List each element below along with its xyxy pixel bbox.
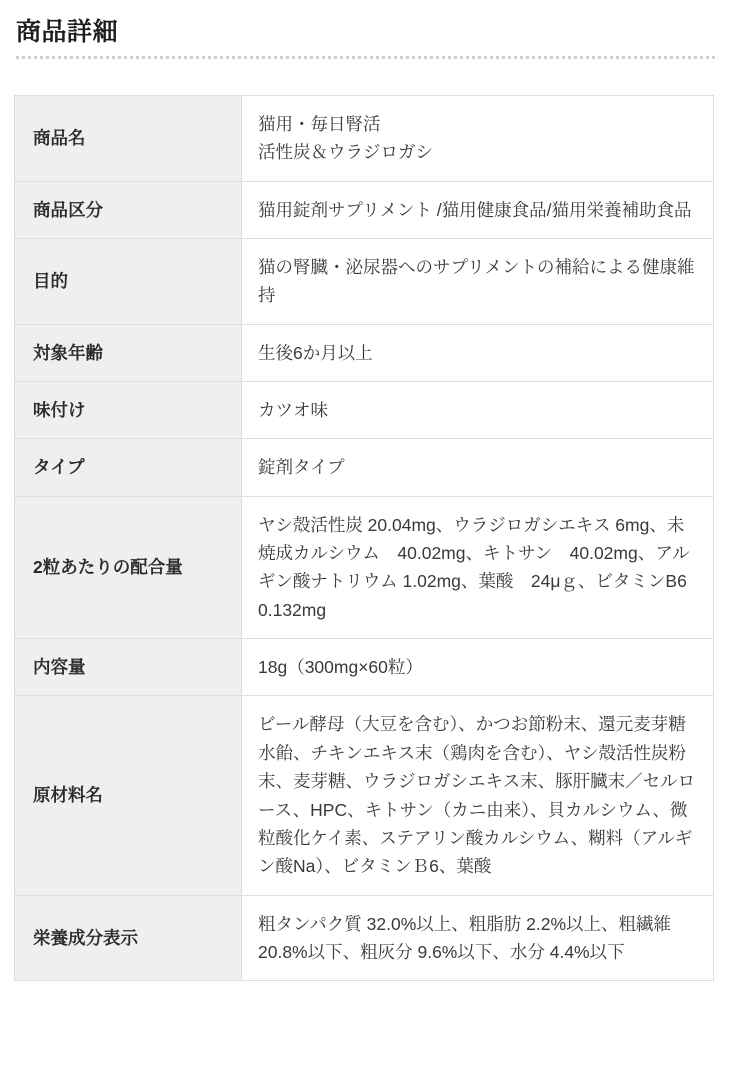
row-label: 商品区分 (15, 181, 242, 238)
table-row (15, 324, 714, 381)
row-value: 猫の腎臓・泌尿器へのサプリメントの補給による健康維持 (242, 239, 714, 325)
row-label: 味付け (15, 382, 242, 439)
row-value: ビール酵母（大豆を含む）、かつお節粉末、還元麦芽糖水飴、チキンエキス末（鶏肉を含む）、ヤシ殻活性炭粉末、麦芽糖、ウラジロガシエキス末、豚肝臓末／セルロース、HPC、キトサン（カニ由来）、貝カルシウム、微粒酸化ケイ素、ステアリン酸カルシウム、糊料（アルギン酸Na）、ビタミンＢ6、葉酸 (242, 696, 714, 895)
table-row (15, 382, 714, 439)
row-label: 対象年齢 (15, 324, 242, 381)
row-label: 栄養成分表示 (15, 895, 242, 981)
row-label: 目的 (15, 239, 242, 325)
title-divider (16, 56, 715, 59)
row-value: 生後6か月以上 (242, 324, 714, 381)
table-row (15, 239, 714, 325)
table-row (15, 639, 714, 696)
row-value: 錠剤タイプ (242, 439, 714, 496)
row-value (242, 96, 714, 182)
value-line: 活性炭＆ウラジロガシ (258, 142, 433, 163)
product-detail-page (0, 8, 729, 981)
row-label: タイプ (15, 439, 242, 496)
row-label: 商品名 (15, 96, 242, 182)
row-value: 猫用錠剤サプリメント /猫用健康食品/猫用栄養補助食品 (242, 181, 714, 238)
table-row (15, 181, 714, 238)
product-spec-table (14, 95, 714, 981)
table-row (15, 696, 714, 895)
row-label: 内容量 (15, 639, 242, 696)
row-label: 2粒あたりの配合量 (15, 496, 242, 638)
table-row (15, 895, 714, 981)
value-line: 猫用・毎日腎活 (258, 114, 381, 134)
table-row (15, 496, 714, 638)
spec-table-container (14, 95, 715, 981)
row-value: 18g（300mg×60粒） (242, 639, 714, 696)
spec-table-body (15, 96, 714, 981)
row-value: ヤシ殻活性炭 20.04mg、ウラジロガシエキス 6mg、未焼成カルシウム 40.02mg、キトサン 40.02mg、アルギン酸ナトリウム 1.02mg、葉酸 24μｇ、ビタミンB6 0.132mg (242, 496, 714, 638)
row-label: 原材料名 (15, 696, 242, 895)
row-value: 粗タンパク質 32.0%以上、粗脂肪 2.2%以上、粗繊維 20.8%以下、粗灰分 9.6%以下、水分 4.4%以下 (242, 895, 714, 981)
row-value: カツオ味 (242, 382, 714, 439)
page-title: 商品詳細 (16, 18, 119, 46)
table-row (15, 439, 714, 496)
table-row (15, 96, 714, 182)
